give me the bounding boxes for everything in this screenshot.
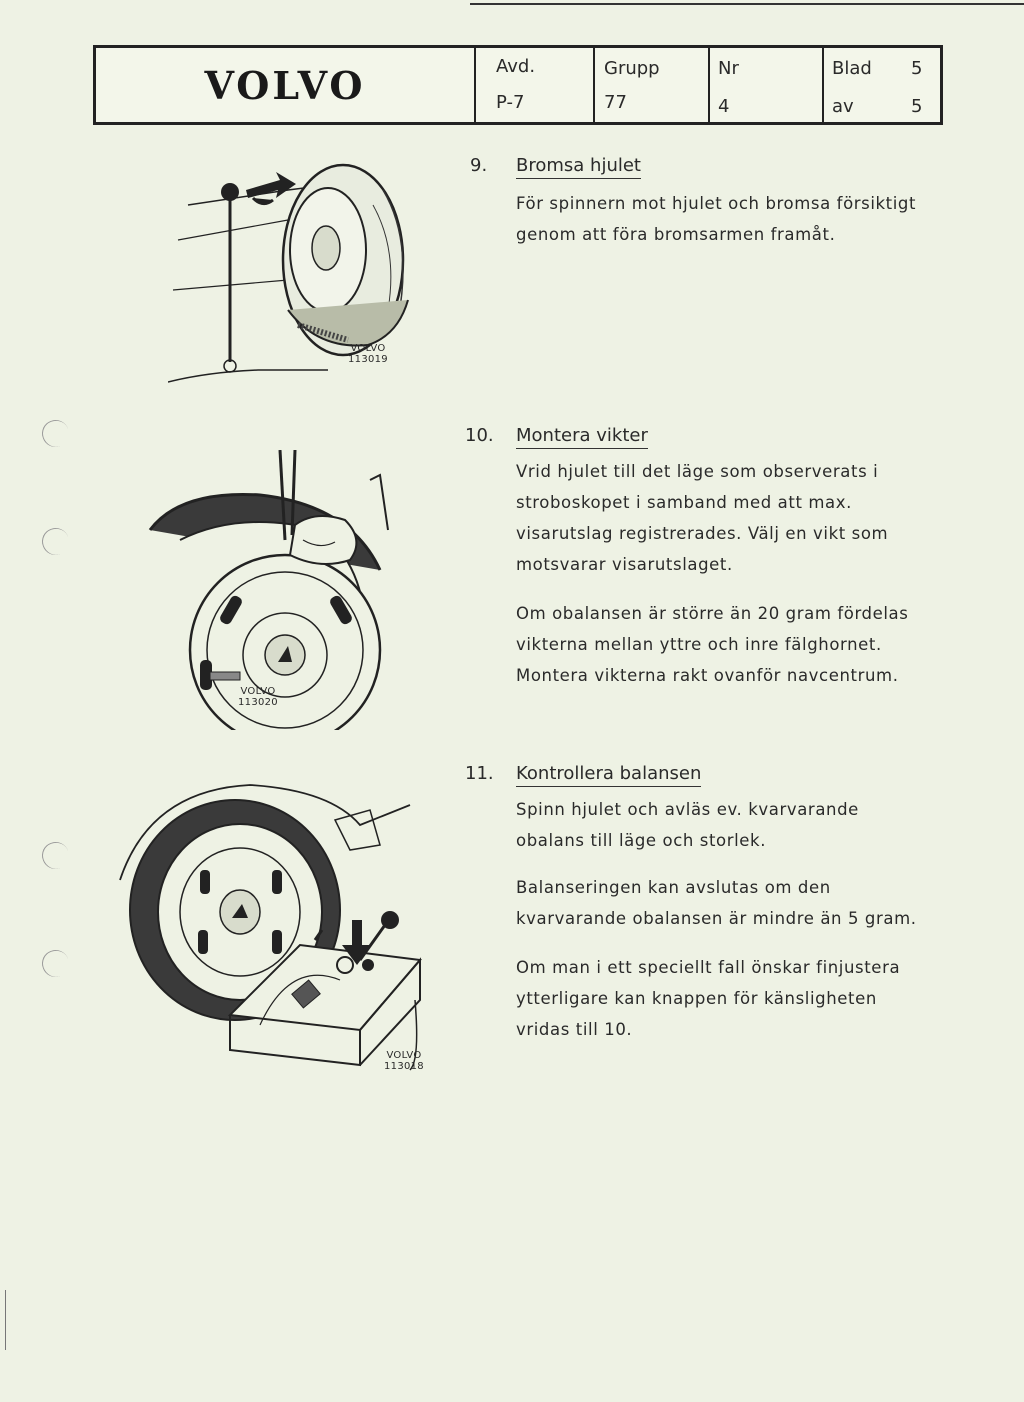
margin-line [5,1290,6,1350]
avd-label: Avd. [496,56,536,77]
grupp-value: 77 [604,92,627,113]
figure-caption: VOLVO 113018 [384,1050,424,1072]
step-title: Montera vikter [516,425,648,449]
header-divider [708,48,710,122]
header-divider [822,48,824,122]
step-paragraph: Spinn hjulet och avläs ev. kvarvarande obalans till läge och storlek. [516,800,859,850]
figure-mount-weights [120,450,400,730]
step-paragraph: Om obalansen är större än 20 gram fördelas vikterna mellan yttre och inre fälghornet. Montera vikterna rakt ovanför navcentrum. [516,604,909,685]
binder-hole [38,524,73,559]
blad-label: Blad [832,58,872,79]
step-paragraph: För spinnern mot hjulet och bromsa försiktigt genom att föra bromsarmen framåt. [516,194,917,244]
nr-label: Nr [718,58,739,79]
binder-hole [38,946,73,981]
figure-caption: VOLVO 113019 [348,343,388,365]
step-number: 9. [470,155,488,176]
step-number: 11. [465,763,494,784]
figure-check-balance [100,760,430,1080]
step-title: Kontrollera balansen [516,763,701,787]
binder-hole [38,416,73,451]
top-rule [470,3,1024,5]
av-label: av [832,96,854,117]
header-divider [593,48,595,122]
avd-value: P-7 [496,92,525,113]
step-paragraph: Vrid hjulet till det läge som observerats i stroboskopet i samband med att max. visarutslag registrerades. Välj en vikt som motsvarar visarutslaget. [516,462,889,574]
step-title: Bromsa hjulet [516,155,641,179]
nr-value: 4 [718,96,730,117]
step-paragraph: Balanseringen kan avslutas om den kvarvarande obalansen är mindre än 5 gram. [516,878,917,928]
step-paragraph: Om man i ett speciellt fall önskar finjustera ytterligare kan knappen för känsligheten vridas till 10. [516,958,901,1039]
av-value: 5 [911,96,923,117]
binder-hole [38,838,73,873]
volvo-logo: VOLVO [204,62,366,108]
balancer-machine-illustration [100,760,430,1080]
grupp-label: Grupp [604,58,660,79]
step-number: 10. [465,425,494,446]
blad-value: 5 [911,58,923,79]
figure-caption: VOLVO 113020 [238,686,278,708]
header-divider [474,48,476,122]
figure-brake-wheel [168,150,428,385]
document-header [93,45,943,125]
wheel-brake-illustration [168,150,428,385]
